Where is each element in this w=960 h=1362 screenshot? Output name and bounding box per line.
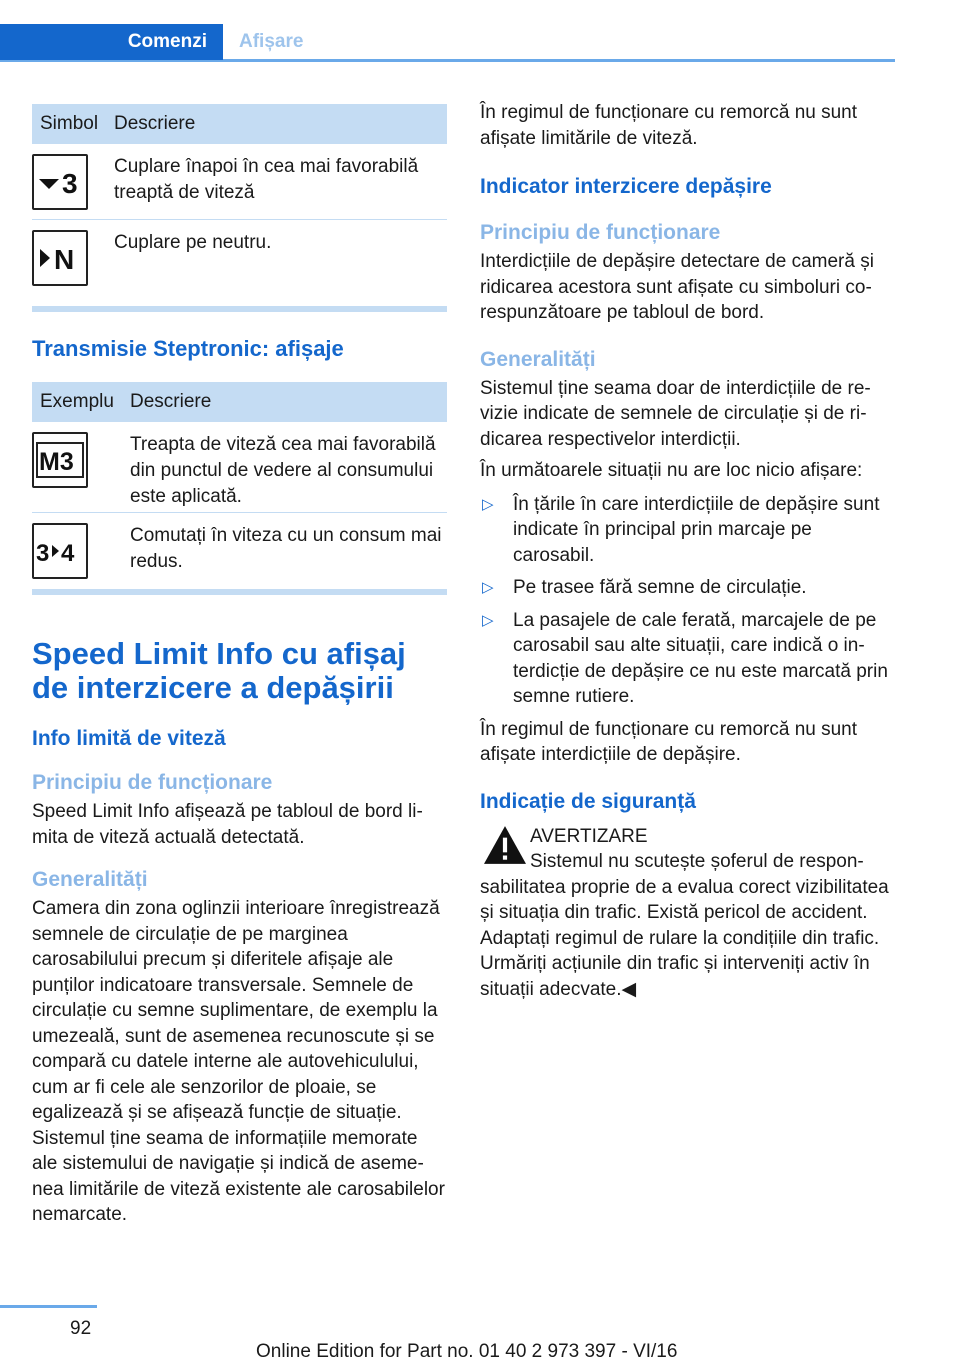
m3-icon (32, 432, 88, 488)
table-end-bar (32, 589, 447, 595)
svg-text:4: 4 (61, 540, 75, 566)
principle-text: Interdicțiile de depășire detectare de cameră și ridicarea acestora sunt afișate cu simboluri corespunzătoare pe tabloul de bord. (480, 251, 874, 323)
general-title: Generalități (480, 347, 596, 371)
header-simbol: Simbol (40, 113, 99, 134)
table-row (32, 513, 447, 589)
row-desc: Cuplare pe neutru. (114, 232, 272, 253)
warning-block (480, 824, 895, 1003)
chapter-header (0, 24, 895, 62)
svg-text:3: 3 (62, 168, 78, 197)
overtake-title: Indicator interzicere depășire (480, 175, 772, 198)
principle-title: Principiu de funcționare (480, 221, 721, 244)
upshift-3-4-icon (32, 523, 88, 579)
edition-text: Online Edition for Part no. 01 40 2 973 397 - VI/16 (256, 1341, 678, 1362)
page-number: 92 (70, 1318, 92, 1339)
trailer-text: În regimul de funcționare cu remorcă nu sunt afișate limitările de viteză. (480, 102, 858, 149)
footer-line (0, 1305, 97, 1308)
steptronic-title: Transmisie Steptronic: afișaje (32, 336, 344, 361)
situation-list (480, 492, 895, 710)
table-header (32, 104, 447, 144)
downshift-3-icon (32, 154, 88, 210)
list-item: ▷ La pasajele de cale ferată, marcajele de pe carosabil sau alte situații, care indică o interdicție de depășire ce nu este marcată prin semne rutiere. (480, 608, 895, 710)
tab-comenzi[interactable]: Comenzi (0, 24, 223, 60)
header-descriere: Descriere (114, 113, 196, 134)
trailer-text-2: În regimul de funcționare cu remorcă nu sunt afișate interdicțiile de depășire. (480, 718, 858, 765)
no-display-text: În următoarele situații nu are loc nicio afișare: (480, 460, 863, 481)
neutral-n-icon (32, 230, 88, 286)
speed-info-title: Info limită de viteză (32, 727, 226, 750)
left-column (32, 104, 447, 1228)
table-row (32, 422, 447, 513)
header-exemplu: Exemplu (40, 391, 114, 412)
svg-text:3: 3 (36, 540, 50, 566)
tab-afisare[interactable]: Afișare (239, 31, 304, 52)
row-desc: Cuplare înapoi în cea mai favorabilă treaptă de viteză (114, 156, 419, 203)
row-desc: Comutați în viteza cu un consum mai redus. (130, 525, 442, 572)
principle-title: Principiu de funcționare (32, 771, 273, 794)
table-end-bar (32, 306, 447, 312)
symbol-table (32, 104, 447, 312)
row-desc: Treapta de viteză cea mai favorabilă din punctul de vedere al consumului este aplicată. (130, 434, 436, 507)
warning-label: AVERTIZARE (530, 825, 648, 847)
triangle-bullet-icon: ▷ (482, 611, 494, 629)
list-item: ▷ Pe trasee fără semne de circulație. (480, 575, 895, 601)
warning-text: Sistemul nu scutește șoferul de responsabilitatea proprie de a evalua corect vizibilitatea și situația din trafic. Există pericol de accident. Adaptați regimul de rulare la condițiile din trafic. Urmăriți acțiunile din trafic și interveniți activ în situații adecvate.◀ (480, 851, 889, 1000)
general-text: Camera din zona oglinzii interioare înregistrează semnele de circulație de pe marginea carosabilului precum și diferitele afișaje ale punților indicatoare transversale. Semnele de circulație cu semne suplimentare, de exemplu la umezeală, sunt de asemenea recunoscute și se compară cu datele interne ale autovehiculului, cum ar fi cele ale senzorilor de ploaie, se egalizează și se afișează funcție de situație. Sistemul ține seama de informațiile memorate ale sistemului de navigație și indică de asemenea limitările de viteză existente ale carosabilelor nemarcate. (32, 898, 445, 1225)
example-table (32, 382, 447, 595)
table-row (32, 144, 447, 220)
general-title: Generalități (32, 868, 148, 891)
principle-text: Speed Limit Info afișează pe tabloul de bord limita de viteză actuală detectată. (32, 801, 423, 848)
table-row (32, 220, 447, 296)
svg-text:N: N (54, 244, 75, 273)
triangle-bullet-icon: ▷ (482, 579, 494, 596)
general-text: Sistemul ține seama doar de interdicțiile de revizie indicate de semnele de circulație și de ridicarea respectivelor interdicții. (480, 377, 871, 450)
triangle-bullet-icon: ▷ (482, 495, 494, 513)
list-item: ▷ În țările în care interdicțiile de depășire sunt indicate în principal prin marcaje pe carosabil. (480, 492, 895, 569)
svg-text:M3: M3 (39, 448, 74, 474)
warning-triangle-icon (480, 824, 530, 866)
right-column (480, 100, 895, 1002)
header-descriere: Descriere (130, 391, 212, 412)
table-header (32, 382, 447, 422)
safety-title: Indicație de siguranță (480, 789, 696, 813)
main-title: Speed Limit Info cu afișaj de interzicere a depășirii (32, 636, 406, 705)
